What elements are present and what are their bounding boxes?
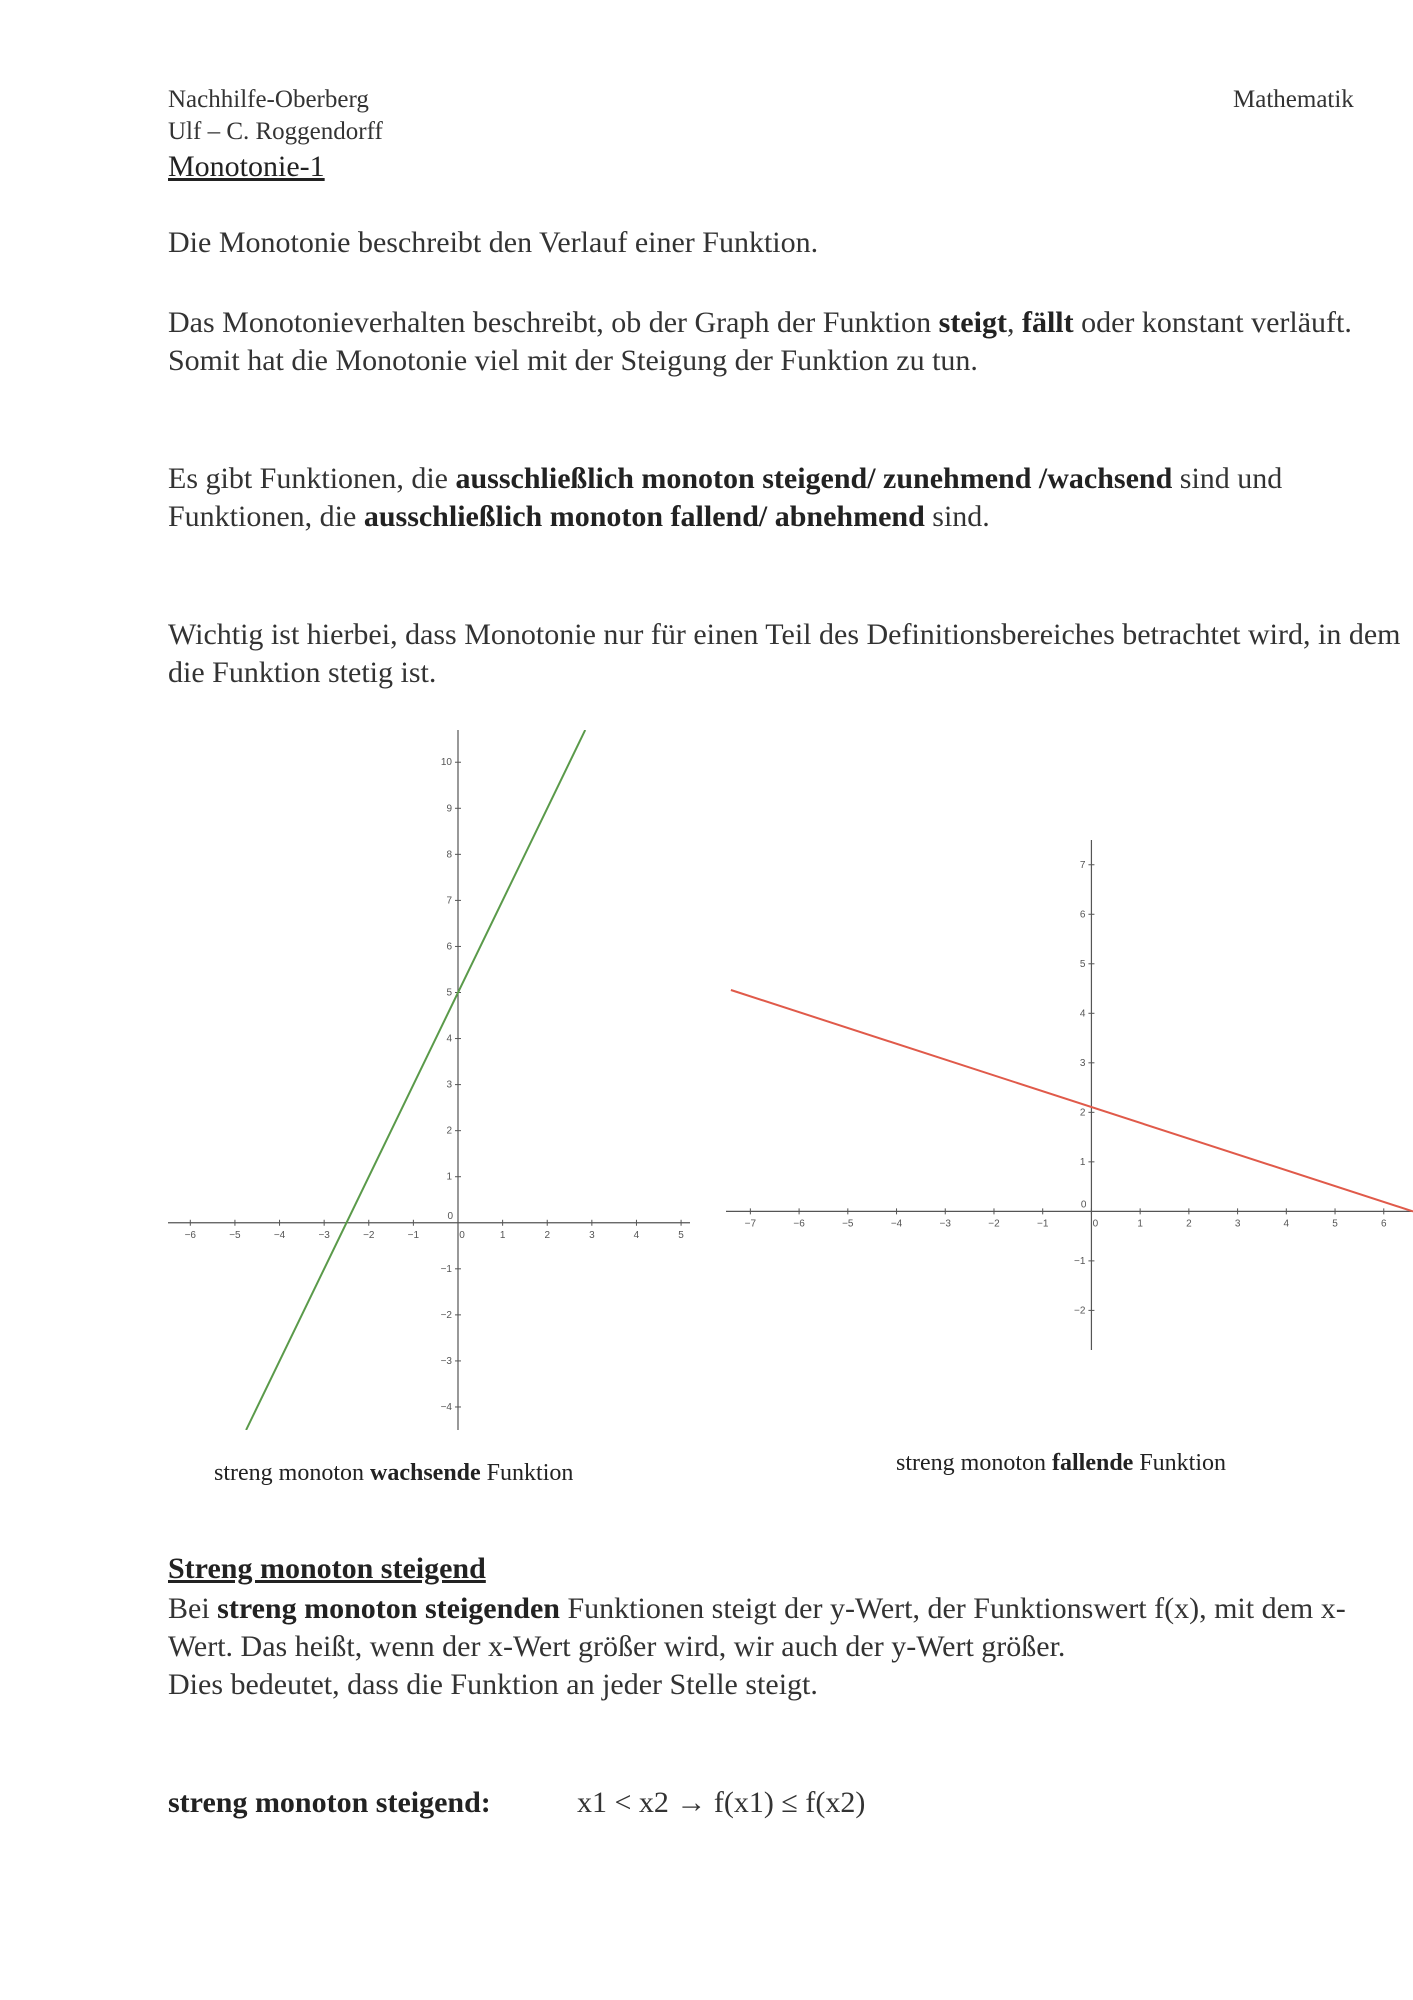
chart-increasing-function [168,730,690,1430]
x-tick-label: −6 [184,1229,197,1241]
y-tick-label: 10 [440,757,452,769]
y-tick-label: −2 [1074,1305,1086,1317]
y-tick-label: −3 [440,1355,452,1367]
section-paragraph-1: Bei streng monoton steigenden Funktionen steigt der y-Wert, der Funktionswert f(x), mit dem x-Wert. Das heißt, wenn der x-Wert größer wird, wir auch der y-Wert größer. [168,1592,1346,1663]
x-tick-label: 4 [633,1229,640,1241]
x-tick-label: −3 [318,1229,330,1241]
y-tick-label: −1 [440,1263,452,1275]
y-tick-label: 3 [1079,1057,1086,1069]
function-line-decreasing [731,990,1413,1211]
x-tick-label: 2 [544,1229,551,1241]
y-tick-label: 8 [446,849,452,861]
x-tick-label: 4 [1283,1218,1290,1230]
x-tick-label: −3 [939,1218,951,1230]
x-tick-label: −4 [273,1229,286,1241]
chart-caption-increasing: streng monoton wachsende Funktion [214,1460,574,1486]
intro-paragraph-3: Es gibt Funktionen, die ausschließlich monoton steigend/ zunehmend /wachsend sind und Funktionen, die ausschließlich monoton fallend/ abnehmend sind. [168,462,1283,533]
section-heading: Streng monoton steigend [168,1552,486,1585]
x-tick-label: −6 [793,1218,805,1230]
y-tick-label: 1 [1079,1156,1086,1168]
section-paragraph-2: Dies bedeutet, dass die Funktion an jeder Stelle steigt. [168,1668,818,1701]
y-tick-label: −1 [1074,1255,1086,1267]
intro-paragraph-2: Das Monotonieverhalten beschreibt, ob der Graph der Funktion steigt, fällt oder konstant verläuft. Somit hat die Monotonie viel mit der Steigung der Funktion zu tun. [168,306,1352,377]
y-tick-label: 3 [446,1079,452,1091]
chart-decreasing-function [726,840,1413,1350]
y-tick-label: 4 [446,1033,452,1045]
x-tick-label: 5 [678,1229,684,1241]
y-tick-label: 4 [1079,1008,1086,1020]
intro-paragraph-4: Wichtig ist hierbei, dass Monotonie nur für einen Teil des Definitionsbereiches betrachtet wird, in dem die Funktion stetig ist. [168,618,1401,689]
y-tick-label: 2 [1079,1107,1086,1119]
x-tick-label: 0 [1092,1218,1099,1230]
org-name: Nachhilfe-Oberberg [168,86,369,113]
y-tick-label: 0 [447,1210,453,1222]
y-tick-label: 5 [1079,958,1086,970]
x-tick-label: 2 [1186,1218,1192,1230]
y-tick-label: 2 [446,1125,452,1137]
x-tick-label: −7 [744,1218,757,1230]
chart-caption-decreasing: streng monoton fallende Funktion [896,1450,1227,1476]
x-tick-label: 1 [499,1229,506,1241]
x-tick-label: −5 [842,1218,854,1230]
y-tick-label: 7 [446,895,452,907]
x-tick-label: −2 [363,1229,375,1241]
x-tick-label: −5 [229,1229,241,1241]
x-tick-label: 3 [1234,1218,1241,1230]
author-name: Ulf – C. Roggendorff [168,118,383,145]
intro-paragraph-1: Die Monotonie beschreibt den Verlauf einer Funktion. [168,226,819,259]
subject-label: Mathematik [1233,86,1354,113]
x-tick-label: 5 [1332,1218,1338,1230]
y-tick-label: −4 [440,1401,452,1413]
x-tick-label: 0 [459,1229,465,1241]
function-line-increasing [246,730,585,1430]
y-tick-label: 0 [1080,1199,1087,1211]
y-tick-label: 6 [1079,909,1086,921]
y-tick-label: 5 [446,987,452,999]
x-tick-label: −4 [890,1218,903,1230]
x-tick-label: 3 [589,1229,595,1241]
x-tick-label: −1 [1036,1218,1049,1230]
x-tick-label: 1 [1137,1218,1143,1230]
rule-label: streng monoton steigend: [168,1786,491,1819]
x-tick-label: −2 [988,1218,1000,1230]
y-tick-label: 7 [1079,859,1086,871]
y-tick-label: 1 [446,1171,452,1183]
y-tick-label: −2 [440,1309,452,1321]
x-tick-label: −1 [407,1229,420,1241]
rule-formula: x1 < x2 → f(x1) ≤ f(x2) [577,1786,866,1819]
x-tick-label: 6 [1380,1218,1387,1230]
page-title: Monotonie-1 [168,150,325,183]
y-tick-label: 6 [446,941,452,953]
y-tick-label: 9 [446,803,452,815]
